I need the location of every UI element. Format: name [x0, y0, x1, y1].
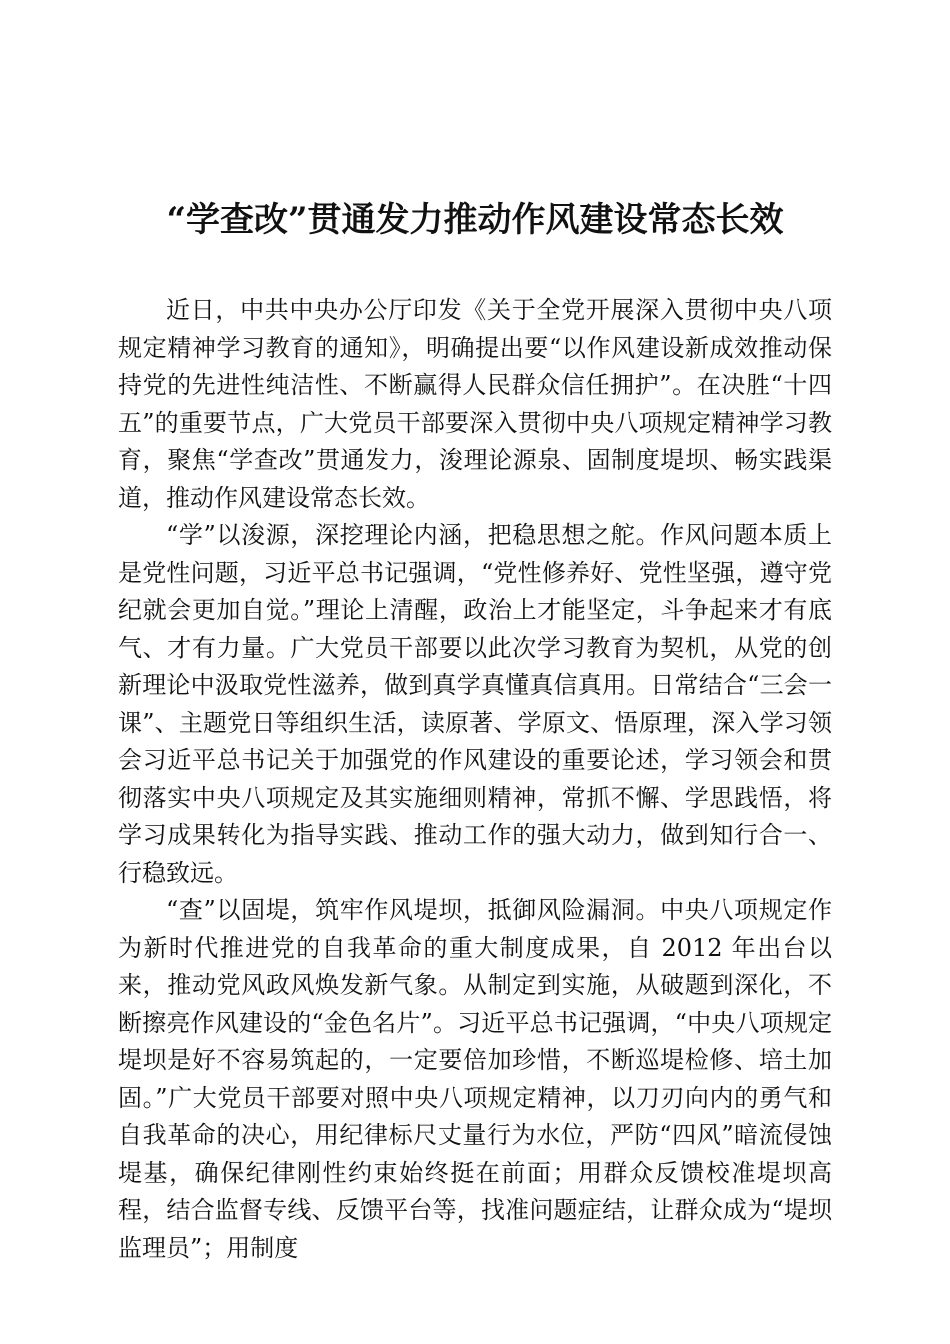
paragraph: “学”以浚源，深挖理论内涵，把稳思想之舵。作风问题本质上是党性问题，习近平总书记强调，“党性修养好、党性坚强，遵守党纪就会更加自觉。”理论上清醒，政治上才能坚定，斗争起来才有底气、才有力量。广大党员干部要以此次学习教育为契机，从党的创新理论中汲取党性滋养，做到真学真懂真信真用。日常结合“三会一课”、主题党日等组织生活，读原著、学原文、悟原理，深入学习领会习近平总书记关于加强党的作风建设的重要论述，学习领会和贯彻落实中央八项规定及其实施细则精神，常抓不懈、学思践悟，将学习成果转化为指导实践、推动工作的强大动力，做到知行合一、行稳致远。 — [118, 521, 832, 887]
paragraph: “查”以固堤，筑牢作风堤坝，抵御风险漏洞。中央八项规定作为新时代推进党的自我革命的重大制度成果，自 2012 年出台以来，推动党风政风焕发新气象。从制定到实施，从破题到深化，不断擦亮作风建设的“金色名片”。习近平总书记强调，“中央八项规定堤坝是好不容易筑起的，一定要倍加珍惜，不断巡堤检修、培土加固。”广大党员干部要对照中央八项规定精神，以刀刃向内的勇气和自我革命的决心，用纪律标尺丈量行为水位，严防“四风”暗流侵蚀堤基，确保纪律刚性约束始终挺在前面；用群众反馈校准堤坝高程，结合监督专线、反馈平台等，找准问题症结，让群众成为“堤坝监理员”；用制度 — [118, 896, 832, 1262]
paragraph: 近日，中共中央办公厅印发《关于全党开展深入贯彻中央八项规定精神学习教育的通知》，明确提出要“以作风建设新成效推动保持党的先进性纯洁性、不断赢得人民群众信任拥护”。在决胜“十四五”的重要节点，广大党员干部要深入贯彻中央八项规定精神学习教育，聚焦“学查改”贯通发力，浚理论源泉、固制度堤坝、畅实践渠道，推动作风建设常态长效。 — [118, 296, 832, 512]
document-title: “学查改”贯通发力推动作风建设常态长效 — [166, 200, 784, 240]
document-body — [118, 292, 832, 1267]
